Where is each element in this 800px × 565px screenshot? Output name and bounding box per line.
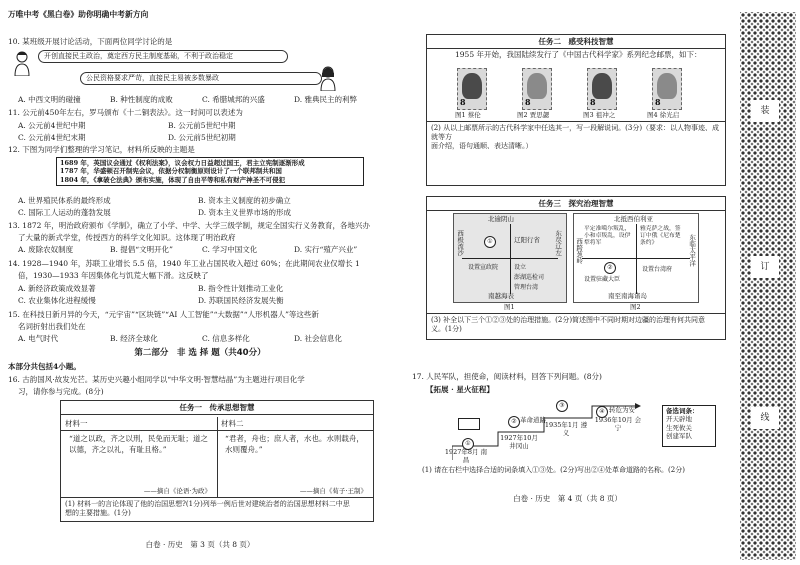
timeline-step-label-2: 革命道路 [520, 416, 546, 424]
option-d[interactable]: D. 公元前5世纪初期 [168, 133, 236, 142]
blank-two-marker: ② [604, 262, 616, 274]
material-two-source: ——摘自《荀子·王制》 [299, 486, 367, 495]
question-16-sub1 [61, 497, 373, 520]
map1-label-south: 南越海表 [488, 292, 514, 300]
option-c[interactable]: C. 希腊城邦的兴盛 [202, 95, 265, 104]
task-three-sub3-line1: (3) 补全以下三个①②③处的治理措施。(2分)简述图中不同时期对边疆的治理有何共同意 [431, 316, 706, 324]
option-a[interactable]: A. 世界殖民体系的最终形成 [18, 196, 111, 205]
stamp-jia-sixie [522, 68, 552, 110]
stamp-value: 8 [590, 97, 596, 107]
binding-mark-xian: 线 [751, 407, 779, 429]
map1-label-west: 西极流沙 [456, 230, 465, 256]
stamp-value: 8 [655, 97, 661, 107]
task-two-intro: 1955 年开始，我国陆续发行了《中国古代科学家》系列纪念邮票，如下： [455, 50, 702, 59]
task-two-sub2 [427, 121, 725, 152]
option-b[interactable]: B. 提倡“文明开化” [110, 245, 173, 254]
option-a[interactable]: A. 废除农奴制度 [18, 245, 74, 254]
map1-label-north: 北逾阴山 [488, 215, 514, 223]
map-qing-dynasty [573, 213, 699, 303]
material-one-source: ——摘自《论语·为政》 [143, 486, 211, 495]
student-left-figure [12, 50, 32, 76]
question-17-stem: 17. 人民军队，担使命，阅读材料，回答下列问题。(8分) [412, 372, 602, 381]
question-14-options-row2 [18, 296, 378, 305]
map2-caption: 图2 [630, 303, 641, 311]
stamp-value: 8 [460, 97, 466, 107]
option-a[interactable]: A. 新经济政策成效显著 [18, 284, 96, 293]
stamp-caption: 图1 蔡伦 [455, 111, 481, 119]
option-d[interactable]: D. 苏联国民经济发展失衡 [198, 296, 284, 305]
question-13-options [18, 245, 388, 254]
map1-label-penghu: 澎湖巡检司 [514, 274, 545, 281]
timeline-event-3: 1935年1月 遵义 [544, 421, 588, 438]
note-line: 1804 年，《拿破仑法典》颁布实施，体现了自由平等和私有财产神圣不可侵犯 [60, 175, 286, 184]
map2-label-northwest: 平定准噶尔叛乱，小和卓叛乱，设伊犁将军 [584, 226, 631, 246]
map-yuan-dynasty [453, 213, 567, 303]
map1-label-setup: 设立 [514, 264, 527, 271]
task-three-sub3 [427, 313, 725, 336]
stamp-caption: 图4 徐光启 [647, 111, 680, 119]
option-c[interactable]: C. 公元前4世纪末期 [18, 133, 86, 142]
task-three-title: 任务三 探究治理智慧 [427, 197, 725, 211]
question-16-stem: 16. 古韵国风·故发光芒。某历史兴趣小组同学以“中华文明·智慧结晶”为主题进行项目化学 [8, 375, 305, 384]
timeline-event-1: 1927年8月 南昌 [444, 448, 488, 465]
choice-option[interactable]: 创建军队 [666, 432, 692, 441]
map1-label-east: 东尽辽左 [554, 230, 563, 256]
binding-strip [735, 0, 800, 565]
task-two-sub2-line2: 面介绍，语句通顺、表达清晰。） [431, 141, 533, 150]
binding-mark-ding: 订 [751, 256, 779, 278]
option-c[interactable]: C. 学习中国文化 [202, 245, 258, 254]
question-12-options-row1 [18, 196, 378, 205]
map2-label-southwest: 设置驻藏大臣 [584, 276, 621, 283]
material-two-label: 材料二 [217, 417, 373, 431]
option-d[interactable]: D. 实行“殖产兴业” [294, 245, 358, 254]
question-16-sub1-line1: (1) 材料一的言论体现了他的治国思想?(1分)列举一例后世对建统治者的治国思想材料二中思 [65, 500, 350, 508]
binding-pattern [740, 12, 796, 560]
question-13-stem: 13. 1872 年，明治政府颁布《学制》，确立了小学、中学、大学三级学制，规定全国实行义务教育，各地兴办 [8, 221, 371, 230]
material-two-cell [217, 417, 373, 497]
choice-box [662, 405, 716, 447]
timeline-step-label-4: 转危为安 [609, 406, 635, 414]
option-d[interactable]: D. 资本主义世界市场的形成 [198, 208, 292, 217]
stamp-cai-lun [457, 68, 487, 110]
student-right-figure [318, 65, 338, 91]
option-c[interactable]: C. 信息多样化 [202, 334, 250, 343]
choice-option[interactable]: 生死攸关 [666, 423, 692, 432]
stamp-value: 8 [525, 97, 531, 107]
option-c[interactable]: C. 农业集体化进程缓慢 [18, 296, 96, 305]
task-two-title: 任务二 感受科技智慧 [427, 35, 725, 49]
question-12-stem: 12. 下图为同学们整理的学习笔记，材料所反映的主题是 [8, 145, 195, 154]
option-a[interactable]: A. 中西文明的碰撞 [18, 95, 81, 104]
task-one-table [60, 400, 374, 522]
right-page [400, 0, 735, 565]
option-a[interactable]: A. 电气时代 [18, 334, 59, 343]
map2-label-east: 东临太平洋 [688, 234, 697, 267]
choice-option[interactable]: 开天辟地 [666, 415, 692, 424]
stamp-xu-guangqi [652, 68, 682, 110]
question-15-stem-cont: 名词折射出我们处在 [18, 322, 86, 331]
material-one-label: 材料一 [61, 417, 217, 431]
timeline-event-2: 1927年10月 井冈山 [500, 434, 538, 451]
question-10-stem: 10. 某班级开展讨论活动，下面两位同学讨论的是 [8, 37, 173, 46]
part-two-title: 第二部分 非 选 择 题（共40分） [134, 348, 266, 358]
material-one-cell [61, 417, 218, 497]
footer-left: 白卷 · 历史 第 3 页（共 8 页） [145, 540, 255, 549]
question-17-section-label: 【拓展 · 星火征程】 [426, 385, 494, 394]
question-15-stem: 15. 在科技日新月异的今天，“元宇宙”“区块链”“AI 人工智能”“大数据”“人形机器人”等这些新 [8, 310, 319, 319]
option-b[interactable]: B. 资本主义制度的初步确立 [198, 196, 291, 205]
timeline-marker-3: ③ [556, 400, 568, 412]
question-13-stem-cont: 了大量的新式学堂，传授西方的科学文化知识。这体现了明治政府 [18, 233, 236, 242]
note-line: 1689 年，英国议会通过《权利法案》，议会权力日益超过国王，君主立宪制逐渐形成 [60, 159, 305, 167]
option-b[interactable]: B. 公元前5世纪中期 [168, 121, 236, 130]
map2-label-northeast: 雅克萨之战，签订中俄《尼布楚条约》 [640, 226, 681, 246]
map1-label-taiwan: 管理台湾 [514, 284, 539, 291]
option-b[interactable]: B. 经济全球化 [110, 334, 158, 343]
study-notes-box [56, 157, 364, 186]
question-17-sub1: (1) 请在右栏中选择合适的词条填入①③处。(2分)写出②④处革命道路的名称。(2分) [422, 466, 685, 474]
map1-label-liaoyang: 辽阳行省 [514, 236, 540, 244]
question-14-stem: 14. 1928—1940 年，苏联工业增长 5.5 倍，1940 年工业占国民收入超过 60%；在此期间农业仅增长 1 [8, 259, 360, 268]
option-b[interactable]: B. 种性制度的成败 [110, 95, 173, 104]
material-one-text: “道之以政，齐之以刑，民免而无耻；道之以德，齐之以礼，有耻且格。” [69, 434, 208, 455]
map2-label-south: 南至南海诸岛 [608, 292, 647, 300]
part-two-intro: 本部分共包括4小题。 [8, 362, 81, 371]
timeline-marker-1: ① [462, 438, 474, 450]
speech-bubble-left: 开创直接民主政治，奠定西方民主制度基础，不利于政治稳定 [38, 50, 288, 63]
stamp-zu-chongzhi [587, 68, 617, 110]
option-c[interactable]: C. 国际工人运动的蓬勃发展 [18, 208, 111, 217]
question-11-stem: 11. 公元前450年左右，罗马颁布《十二铜表法》。这一时间可以表述为 [8, 108, 243, 117]
map2-label-southeast: 设置台湾府 [642, 266, 673, 273]
material-two-text: “君者，舟也；庶人者，水也。水则载舟，水则覆舟。” [225, 434, 364, 455]
map1-caption: 图1 [504, 303, 515, 311]
binding-mark-zhuang: 装 [751, 100, 779, 122]
question-11-options-row1 [18, 121, 318, 130]
question-11-options-row2 [18, 133, 318, 142]
question-16-stem-cont: 习，请你参与完成。(8分) [18, 387, 104, 396]
task-two-sub2-line1: (2) 从以上邮票所示的古代科学家中任选其一，写一段解说词。(3分)（要求：以人物事迹、成就等方 [431, 124, 720, 141]
option-a[interactable]: A. 公元前4世纪中期 [18, 121, 86, 130]
question-12-options-row2 [18, 208, 378, 217]
task-three-sub3-line2: 义。(1分) [431, 324, 462, 333]
blank-one-marker: ① [484, 236, 496, 248]
option-d[interactable]: D. 社会信息化 [294, 334, 343, 343]
question-16-sub1-line2: 想的主要措施。(1分) [65, 508, 131, 517]
footer-right: 白卷 · 历史 第 4 页（共 8 页） [513, 494, 622, 503]
timeline-marker-4: ④ [596, 406, 608, 418]
timeline-blank-box-1[interactable] [458, 418, 480, 430]
map2-label-north: 北抵西伯利亚 [614, 215, 653, 223]
note-line: 1787 年，华盛顿召开制宪会议，依据分权制衡原则设计了一个联邦制共和国 [60, 167, 282, 176]
timeline-marker-2: ② [508, 416, 520, 428]
map1-label-xuanzheng: 设置宣政院 [468, 264, 499, 271]
task-one-title: 任务一 传承思想智慧 [61, 401, 373, 415]
question-14-stem-cont: 倍，1930—1933 年因集体化与饥荒大幅下滑。这反映了 [18, 271, 209, 280]
stamp-caption: 图3 祖冲之 [583, 111, 616, 119]
task-two-table [426, 34, 726, 186]
choice-box-title: 备选词条： [666, 407, 699, 415]
question-10-options [18, 95, 388, 104]
map2-label-west: 西跨葱岭 [575, 238, 584, 264]
task-three-table [426, 196, 726, 340]
page-header: 万唯中考《黑白卷》助你明确中考新方向 [8, 10, 149, 19]
option-d[interactable]: D. 雅典民主的利弊 [294, 95, 358, 104]
timeline-event-4: 1936年10月 会宁 [594, 416, 642, 433]
question-14-options-row1 [18, 284, 378, 293]
option-b[interactable]: B. 指令性计划推动工业化 [198, 284, 284, 293]
stamp-caption: 图2 贾思勰 [517, 111, 550, 119]
question-15-options [18, 334, 388, 343]
speech-bubble-right: 公民资格要求严苛，直接民主易被多数暴政 [80, 72, 322, 85]
